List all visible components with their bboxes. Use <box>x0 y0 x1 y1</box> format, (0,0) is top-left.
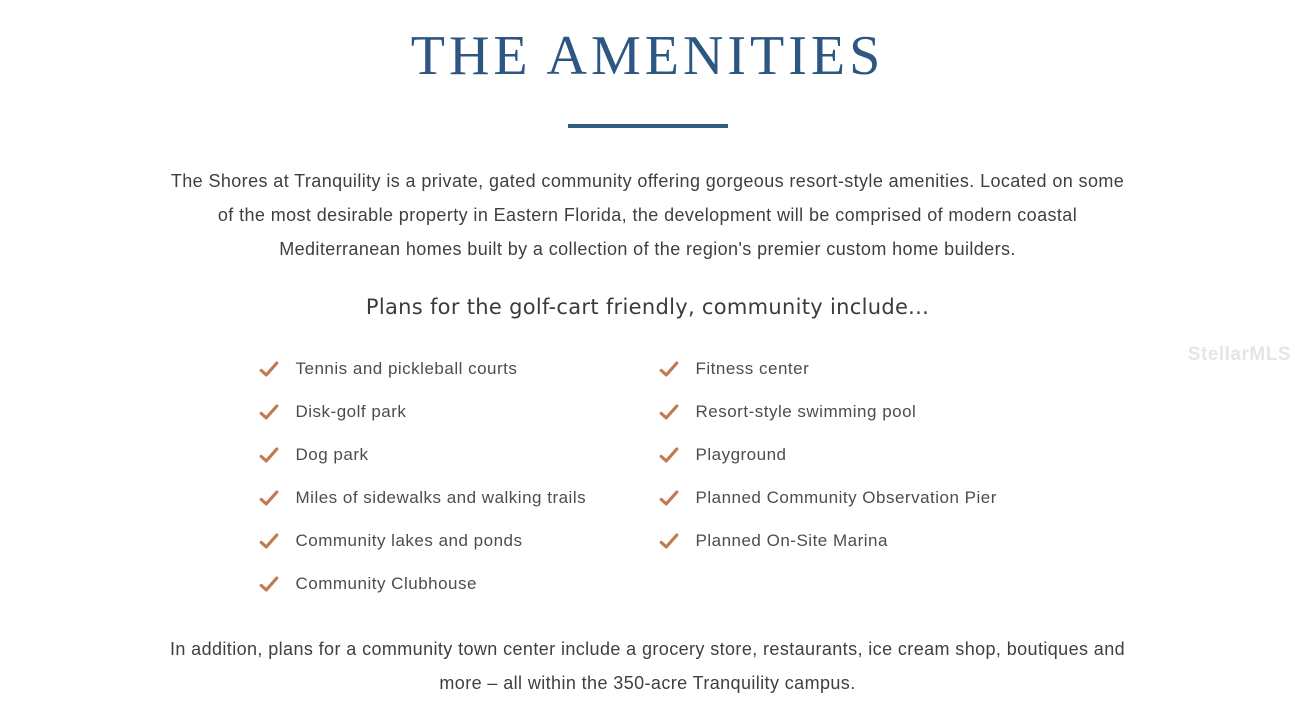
list-item <box>258 520 658 563</box>
check-icon <box>258 358 280 380</box>
list-item <box>258 391 658 434</box>
check-icon <box>658 358 680 380</box>
list-item <box>658 520 1038 563</box>
intro-line: The Shores at Tranquility is a private, gated community offering gorgeous resort-style amenities. Located on some <box>170 170 1125 191</box>
amenity-label: Playground <box>695 445 787 465</box>
list-item <box>258 434 658 477</box>
outro-line: In addition, plans for a community town center include a grocery store, restaurants, ice cream shop, boutiques and <box>169 638 1126 659</box>
amenity-label: Resort-style swimming pool <box>695 402 917 422</box>
list-item <box>258 477 658 520</box>
intro-line: Mediterranean homes built by a collection of the region's premier custom home builders. <box>279 238 1016 259</box>
amenities-column-right <box>658 348 1038 606</box>
page-title: THE AMENITIES <box>410 25 885 87</box>
check-icon <box>258 573 280 595</box>
amenity-label: Planned Community Observation Pier <box>695 488 997 508</box>
amenity-label: Community lakes and ponds <box>295 531 523 551</box>
check-icon <box>258 487 280 509</box>
amenity-label: Planned On-Site Marina <box>695 531 888 551</box>
check-icon <box>658 487 680 509</box>
list-item <box>258 348 658 391</box>
list-item <box>658 434 1038 477</box>
check-icon <box>258 530 280 552</box>
intro-paragraph <box>0 164 1295 266</box>
amenity-label: Miles of sidewalks and walking trails <box>295 488 587 508</box>
list-item <box>658 391 1038 434</box>
plans-subheading: Plans for the golf-cart friendly, community include... <box>365 294 930 319</box>
list-item <box>658 348 1038 391</box>
check-icon <box>258 401 280 423</box>
check-icon <box>658 444 680 466</box>
outro-line: more – all within the 350-acre Tranquility campus. <box>439 672 856 693</box>
check-icon <box>658 530 680 552</box>
title-divider <box>568 124 728 128</box>
amenities-column-left <box>258 348 658 606</box>
amenity-label: Fitness center <box>695 359 810 379</box>
amenity-label: Tennis and pickleball courts <box>295 359 518 379</box>
amenity-label: Community Clubhouse <box>295 574 477 594</box>
stellar-mls-watermark: StellarMLS <box>1187 344 1291 365</box>
amenity-label: Disk-golf park <box>295 402 407 422</box>
amenities-list <box>258 348 1038 606</box>
list-item <box>258 563 658 606</box>
list-item <box>658 477 1038 520</box>
amenity-label: Dog park <box>295 445 369 465</box>
check-icon <box>258 444 280 466</box>
intro-line: of the most desirable property in Eastern Florida, the development will be comprised of modern coastal <box>217 204 1078 225</box>
outro-paragraph <box>0 632 1295 700</box>
check-icon <box>658 401 680 423</box>
